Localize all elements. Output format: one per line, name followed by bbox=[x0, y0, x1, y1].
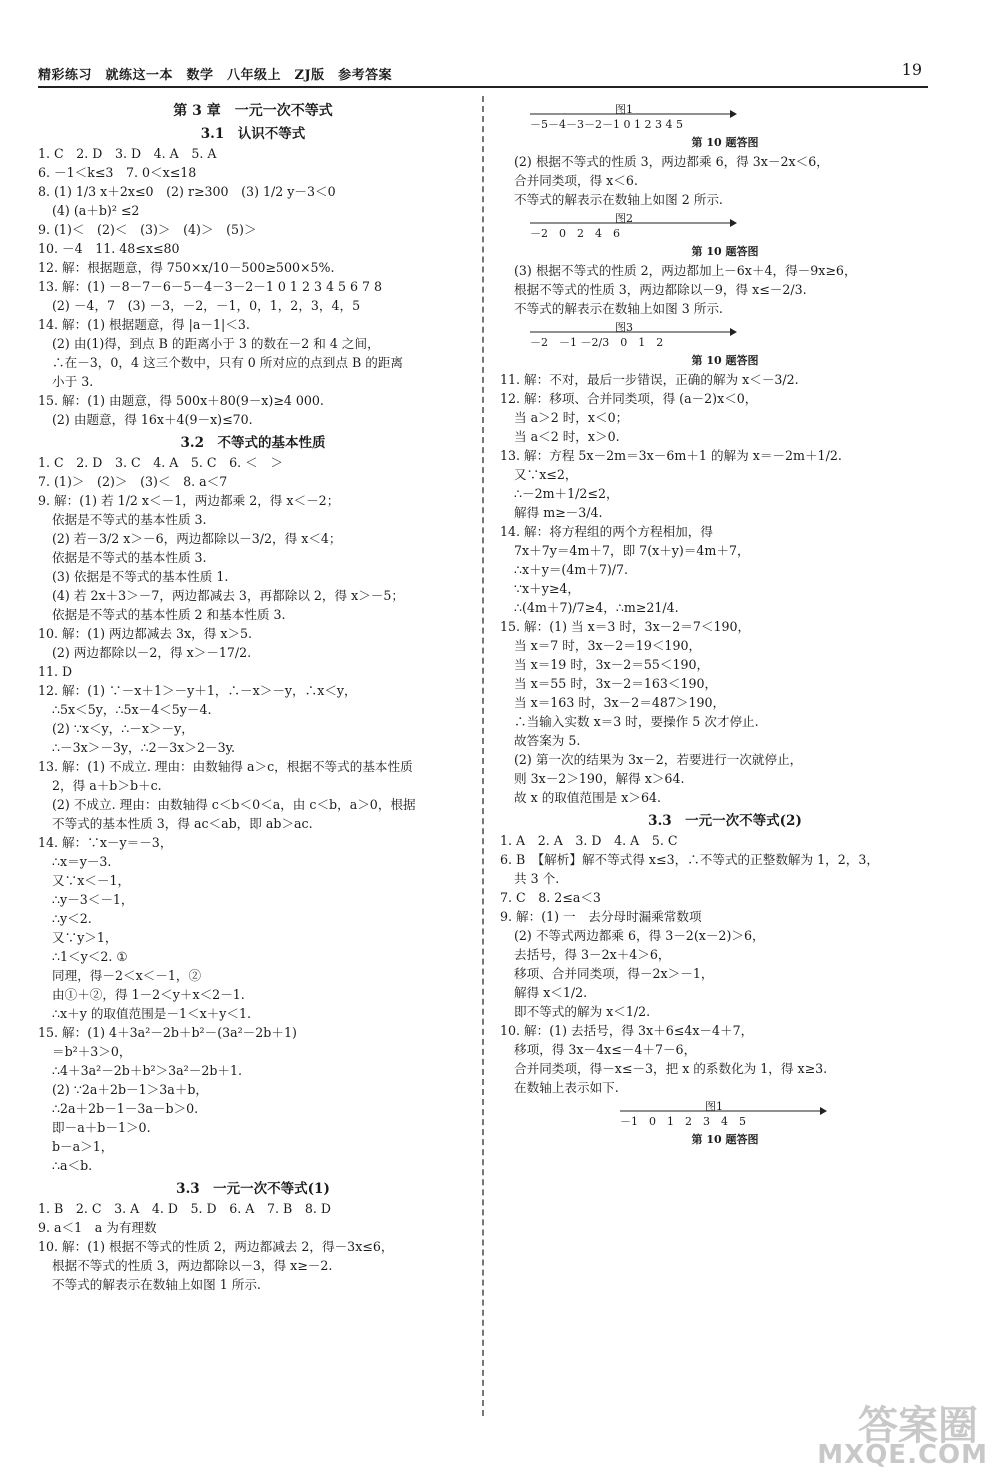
answer-line: 11. 解：不对，最后一步错误，正确的解为 x＜－3/2. bbox=[500, 372, 799, 387]
answer-line: 1. B 2. C 3. A 4. D 5. D 6. A 7. B 8. D bbox=[38, 1201, 331, 1216]
number-line-ticks: －2 －1 －2/3 0 1 2 bbox=[530, 336, 664, 349]
number-line-figure bbox=[500, 100, 950, 134]
answer-line: ∴4＋3a²－2b＋b²＞3a²－2b＋1. bbox=[52, 1063, 243, 1078]
answer-line: 6. B 【解析】解不等式得 x≤3，∴不等式的正整数解为 1，2，3， bbox=[500, 852, 879, 867]
answer-line: 13. 解：方程 5x－2m＝3x－6m＋1 的解为 x＝－2m＋1/2. bbox=[500, 448, 842, 463]
answer-line: 2，得 a＋b＞b＋c. bbox=[52, 778, 162, 793]
answer-line: (2) 不成立. 理由：由数轴得 c＜b＜0＜a，由 c＜b，a＞0，根据 bbox=[52, 797, 416, 812]
header-title: 精彩练习 就练这一本 数学 八年级上 ZJ版 参考答案 bbox=[38, 68, 393, 83]
answer-line: 7. C 8. 2≤a＜3 bbox=[500, 890, 601, 905]
answer-line: 共 3 个. bbox=[514, 871, 560, 886]
answer-line: 又∵x≤2， bbox=[514, 467, 578, 482]
answer-line: 同理，得－2＜x＜－1，② bbox=[52, 968, 202, 983]
answer-line: 14. 解：∵x－y＝－3， bbox=[38, 835, 173, 850]
answer-line: (2) －4，7 (3) －3，－2，－1，0，1，2，3，4，5 bbox=[52, 298, 361, 313]
answer-line: ∵x＋y≥4， bbox=[514, 581, 580, 596]
answer-line: 12. 解：根据题意，得 750×x/10－500≥500×5%. bbox=[38, 260, 335, 275]
answer-line: 又∵y＞1， bbox=[52, 930, 118, 945]
chapter-title: 第 3 章 一元一次不等式 bbox=[173, 103, 333, 119]
number-line-figure bbox=[500, 209, 950, 243]
figure-caption: 第 10 题答图 bbox=[691, 354, 759, 367]
answer-line: (2) ∵x＜y，∴－x＞－y， bbox=[52, 721, 194, 736]
answer-line: 当 x＝55 时，3x－2＝163＜190， bbox=[514, 676, 718, 691]
answer-line: 根据不等式的性质 3，两边都除以－9，得 x≤－2/3. bbox=[514, 282, 807, 297]
answer-line: (2) 由(1)得，到点 B 的距离小于 3 的数在－2 和 4 之间， bbox=[52, 336, 380, 351]
figure-label: 图2 bbox=[615, 212, 633, 225]
answer-line: (2) 由题意，得 16x＋4(9－x)≤70. bbox=[52, 412, 253, 427]
answer-line: 14. 解：将方程组的两个方程相加，得 bbox=[500, 524, 713, 539]
answer-line: 依据是不等式的基本性质 2 和基本性质 3. bbox=[52, 607, 286, 622]
answer-line: 故答案为 5. bbox=[514, 733, 581, 748]
answer-line: 故 x 的取值范围是 x＞64. bbox=[514, 790, 661, 805]
answer-line: 不等式的解表示在数轴上如图 2 所示. bbox=[514, 192, 723, 207]
figure-label: 图1 bbox=[615, 103, 633, 116]
left-column bbox=[38, 100, 468, 1294]
answer-line: 10. 解：(1) 两边都减去 3x，得 x＞5. bbox=[38, 626, 253, 641]
right-column bbox=[500, 100, 950, 1149]
watermark-logo-text: 答案圈 bbox=[858, 1403, 978, 1449]
answer-line: 又∵x＜－1， bbox=[52, 873, 131, 888]
answer-line: 9. (1)＜ (2)＜ (3)＞ (4)＞ (5)＞ bbox=[38, 222, 257, 237]
answer-line: ∴1＜y＜2. ① bbox=[52, 949, 128, 964]
answer-line: ∴－3x＞－3y，∴2－3x＞2－3y. bbox=[52, 740, 236, 755]
answer-line: 根据不等式的性质 3，两边都除以－3，得 x≥－2. bbox=[52, 1258, 333, 1273]
section-heading: 3.1 认识不等式 bbox=[200, 126, 306, 142]
answer-line: ∴5x＜5y，∴5x－4＜5y－4. bbox=[52, 702, 212, 717]
answer-line: 解得 m≥－3/4. bbox=[514, 505, 603, 520]
answer-line: 不等式的解表示在数轴上如图 3 所示. bbox=[514, 301, 723, 316]
number-line-ticks: －2 0 2 4 6 bbox=[530, 227, 620, 240]
answer-line: 11. D bbox=[38, 664, 73, 679]
figure-label: 图1 bbox=[705, 1100, 723, 1113]
answer-line: (2) ∵2a＋2b－1＞3a＋b， bbox=[52, 1082, 209, 1097]
answer-line: 10. 解：(1) 根据不等式的性质 2，两边都减去 2，得－3x≤6， bbox=[38, 1239, 394, 1254]
answer-line: 9. a＜1 a 为有理数 bbox=[38, 1220, 157, 1235]
page-number: 19 bbox=[901, 60, 922, 79]
answer-line: 依据是不等式的基本性质 3. bbox=[52, 512, 207, 527]
answer-line: 15. 解：(1) 由题意，得 500x＋80(9－x)≥4 000. bbox=[38, 393, 324, 408]
watermark-url: MXQE.COM bbox=[817, 1440, 988, 1470]
answer-line: 即不等式的解为 x＜1/2. bbox=[514, 1004, 651, 1019]
answer-line: 13. 解：(1) －8－7－6－5－4－3－2－1 0 1 2 3 4 5 6 7 8 bbox=[38, 279, 383, 294]
answer-line: 1. C 2. D 3. C 4. A 5. C 6. ＜ ＞ bbox=[38, 455, 283, 470]
answer-line: 14. 解：(1) 根据题意，得 |a－1|＜3. bbox=[38, 317, 250, 332]
number-line-ticks: －1 0 1 2 3 4 5 bbox=[620, 1115, 746, 1128]
section-heading: 3.2 不等式的基本性质 bbox=[180, 435, 326, 451]
answer-line: ∴a＜b. bbox=[52, 1158, 93, 1173]
answer-line: 当 a＜2 时，x＞0. bbox=[514, 429, 620, 444]
page-header bbox=[38, 56, 928, 88]
answer-line: 12. 解：移项、合并同类项，得 (a－2)x＜0， bbox=[500, 391, 758, 406]
answer-line: 依据是不等式的基本性质 3. bbox=[52, 550, 207, 565]
answer-line: b－a＞1， bbox=[52, 1139, 114, 1154]
section-heading: 3.3 一元一次不等式(1) bbox=[176, 1181, 330, 1197]
answer-line: (2) 根据不等式的性质 3，两边都乘 6，得 3x－2x＜6， bbox=[514, 154, 829, 169]
answer-line: ＝b²＋3＞0， bbox=[52, 1044, 132, 1059]
answer-line: 7. (1)＞ (2)＞ (3)＜ 8. a＜7 bbox=[38, 474, 228, 489]
answer-line: 移项、合并同类项，得－2x＞－1， bbox=[514, 966, 714, 981]
answer-line: (2) 两边都除以－2，得 x＞－17/2. bbox=[52, 645, 252, 660]
answer-line: 15. 解：(1) 4＋3a²－2b＋b²－(3a²－2b＋1) bbox=[38, 1025, 297, 1040]
answer-line: 由①＋②，得 1－2＜y＋x＜2－1. bbox=[52, 987, 245, 1002]
answer-line: ∴y＜2. bbox=[52, 911, 92, 926]
answer-line: 不等式的解表示在数轴上如图 1 所示. bbox=[52, 1277, 261, 1292]
answer-line: 10. －4 11. 48≤x≤80 bbox=[38, 241, 180, 256]
column-divider bbox=[482, 96, 484, 1416]
answer-line: 7x＋7y＝4m＋7，即 7(x＋y)＝4m＋7， bbox=[514, 543, 750, 558]
answer-line: 不等式的基本性质 3，得 ac＜ab，即 ab＞ac. bbox=[52, 816, 313, 831]
answer-line: 即－a＋b－1＞0. bbox=[52, 1120, 151, 1135]
answer-line: (2) 第一次的结果为 3x－2，若要进行一次就停止， bbox=[514, 752, 803, 767]
answer-line: (2) 若－3/2 x＞－6，两边都除以－3/2，得 x＜4； bbox=[52, 531, 342, 546]
watermark bbox=[798, 1392, 988, 1472]
answer-line: 移项，得 3x－4x≤－4＋7－6， bbox=[514, 1042, 697, 1057]
answer-line: 合并同类项，得 x＜6. bbox=[514, 173, 638, 188]
answer-line: 小于 3. bbox=[52, 374, 94, 389]
section-heading: 3.3 一元一次不等式(2) bbox=[648, 813, 802, 829]
answer-line: 合并同类项，得－x≤－3，把 x 的系数化为 1，得 x≥3. bbox=[514, 1061, 828, 1076]
answer-line: ∴x＝y－3. bbox=[52, 854, 112, 869]
answer-line: ∴当输入实数 x＝3 时，要操作 5 次才停止. bbox=[514, 714, 759, 729]
figure-label: 图3 bbox=[615, 321, 633, 334]
answer-line: 在数轴上表示如下. bbox=[514, 1080, 619, 1095]
number-line-figure bbox=[500, 1097, 950, 1131]
answer-line: 12. 解：(1) ∵－x＋1＞－y＋1，∴－x＞－y，∴x＜y， bbox=[38, 683, 357, 698]
answer-line: ∴－2m＋1/2≤2， bbox=[514, 486, 619, 501]
answer-line: 当 x＝163 时，3x－2＝487＞190， bbox=[514, 695, 726, 710]
answer-line: ∴(4m＋7)/7≥4，∴m≥21/4. bbox=[514, 600, 679, 615]
answer-line: 去括号，得 3－2x＋4＞6， bbox=[514, 947, 671, 962]
answer-line: 10. 解：(1) 去括号，得 3x＋6≤4x－4＋7， bbox=[500, 1023, 754, 1038]
answer-line: (2) 不等式两边都乘 6，得 3－2(x－2)＞6， bbox=[514, 928, 765, 943]
answer-line: 9. 解：(1) 一 去分母时漏乘常数项 bbox=[500, 909, 702, 924]
number-line-ticks: －5－4－3－2－1 0 1 2 3 4 5 bbox=[530, 118, 683, 131]
answer-line: 解得 x＜1/2. bbox=[514, 985, 588, 1000]
answer-line: 则 3x－2＞190，解得 x＞64. bbox=[514, 771, 685, 786]
answer-line: ∴x＋y 的取值范围是－1＜x＋y＜1. bbox=[52, 1006, 252, 1021]
answer-line: (4) 若 2x＋3＞－7，两边都减去 3，再都除以 2，得 x＞－5； bbox=[52, 588, 405, 603]
answer-line: (3) 依据是不等式的基本性质 1. bbox=[52, 569, 229, 584]
answer-line: 15. 解：(1) 当 x＝3 时，3x－2＝7＜190， bbox=[500, 619, 751, 634]
figure-caption: 第 10 题答图 bbox=[691, 245, 759, 258]
answer-line: 当 a＞2 时，x＜0； bbox=[514, 410, 629, 425]
answer-line: 1. C 2. D 3. D 4. A 5. A bbox=[38, 146, 217, 161]
answer-line: ∴x＋y＝(4m＋7)/7. bbox=[514, 562, 629, 577]
answer-line: 6. －1＜k≤3 7. 0＜x≤18 bbox=[38, 165, 197, 180]
answer-line: ∴2a＋2b－1－3a－b＞0. bbox=[52, 1101, 199, 1116]
figure-caption: 第 10 题答图 bbox=[691, 1133, 759, 1146]
answer-line: 13. 解：(1) 不成立. 理由：由数轴得 a＞c，根据不等式的基本性质 bbox=[38, 759, 413, 774]
figure-caption: 第 10 题答图 bbox=[691, 136, 759, 149]
answer-line: 1. A 2. A 3. D 4. A 5. C bbox=[500, 833, 678, 848]
answer-line: (4) (a＋b)² ≤2 bbox=[52, 203, 140, 218]
answer-line: 9. 解：(1) 若 1/2 x＜－1，两边都乘 2，得 x＜－2； bbox=[38, 493, 340, 508]
answer-line: 当 x＝19 时，3x－2＝55＜190， bbox=[514, 657, 710, 672]
answer-line: ∴y－3＜－1， bbox=[52, 892, 134, 907]
answer-line: ∴在－3，0，4 这三个数中，只有 0 所对应的点到点 B 的距离 bbox=[52, 355, 403, 370]
answer-line: 当 x＝7 时，3x－2＝19＜190， bbox=[514, 638, 702, 653]
answer-line: (3) 根据不等式的性质 2，两边都加上－6x＋4，得－9x≥6， bbox=[514, 263, 857, 278]
answer-line: 8. (1) 1/3 x＋2x≤0 (2) r≥300 (3) 1/2 y－3＜0 bbox=[38, 184, 336, 199]
number-line-figure bbox=[500, 318, 950, 352]
